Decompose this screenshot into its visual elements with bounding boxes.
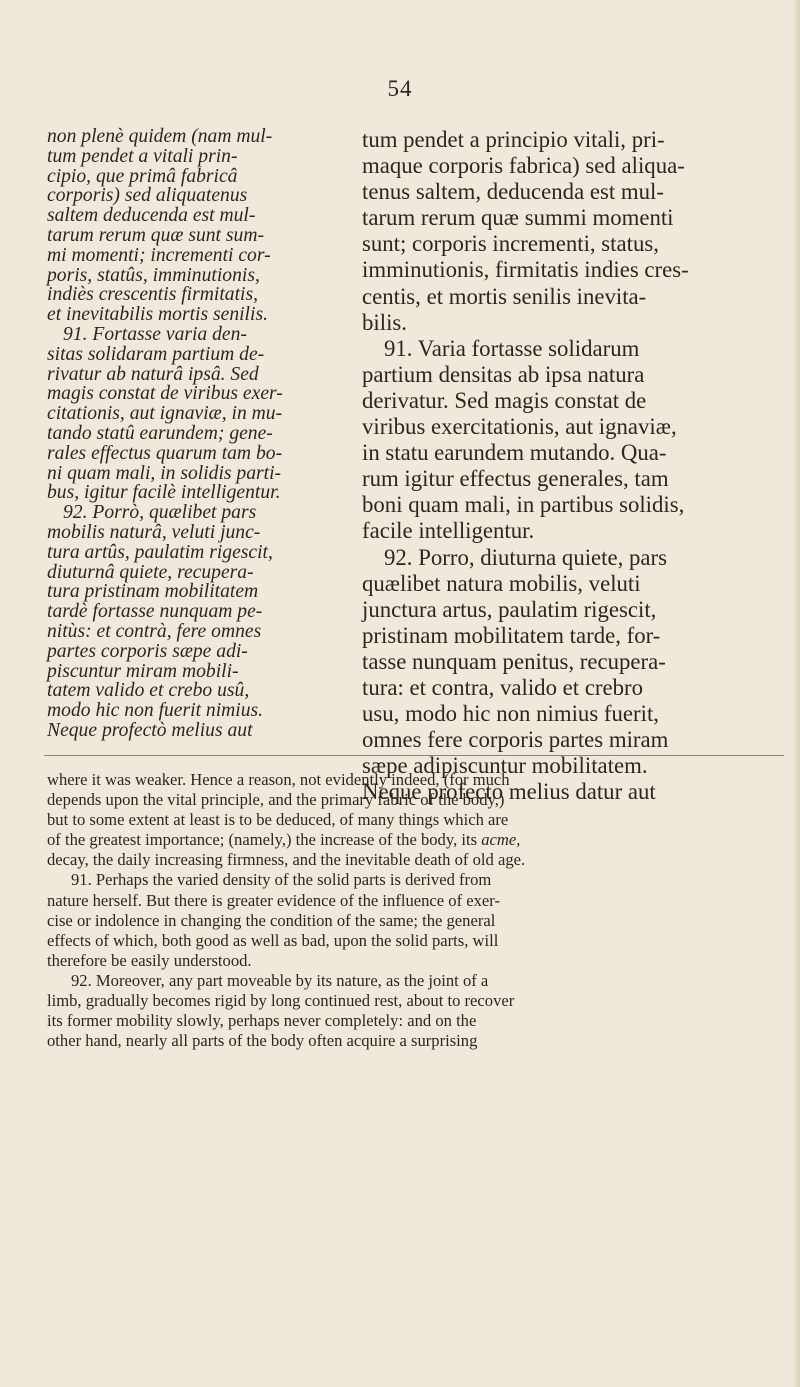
text-line: corporis) sed aliquatenus [47, 185, 248, 207]
text-segment: of the greatest importance; (namely,) the increase of the body, its [47, 830, 482, 850]
text-line: rivatur ab naturâ ipsâ. Sed [47, 363, 259, 385]
text-line: sitas solidaram partium de- [47, 343, 265, 365]
text-line: partium densitas ab ipsa natura [362, 361, 645, 387]
text-line: cipio, que primâ fabricâ [47, 165, 238, 187]
text-line: Neque profectò melius aut [47, 719, 253, 741]
text-line: tardè fortasse nunquam pe- [47, 601, 263, 623]
text-line: pristinam mobilitatem tarde, for- [362, 622, 661, 648]
text-line: partes corporis sæpe adi- [47, 640, 248, 662]
text-line: tatem valido et crebo usû, [47, 680, 250, 702]
text-line: nature herself. But there is greater evidence of the influence of exer- [47, 890, 501, 910]
text-line: where it was weaker. Hence a reason, not evidently indeed, (for much [47, 770, 510, 789]
text-line: rum igitur effectus generales, tam [362, 466, 669, 492]
text-line: but to some extent at least is to be deduced, of many things which are [47, 810, 509, 830]
text-line: tando statû earundem; gene- [47, 422, 273, 444]
text-line: centis, et mortis senilis inevita- [362, 283, 647, 309]
text-line: viribus exercitationis, aut ignaviæ, [362, 414, 677, 440]
italic-word: acme, [481, 830, 521, 850]
text-line: tasse nunquam penitus, recupera- [362, 648, 666, 674]
text-line: boni quam mali, in partibus solidis, [362, 492, 685, 518]
text-line: maque corporis fabrica) sed aliqua- [362, 153, 685, 179]
text-line: its former mobility slowly, perhaps never completely: and on the [47, 1011, 477, 1031]
text-line: 91. Fortasse varia den- [63, 323, 247, 345]
text-line: non plenè quidem (nam mul- [47, 126, 273, 147]
text-line: tum pendet a vitali prin- [47, 145, 238, 167]
text-line: derivatur. Sed magis constat de [362, 387, 647, 413]
text-line: tura pristinam mobilitatem [47, 581, 259, 603]
text-line: imminutionis, firmitatis indies cres- [362, 257, 689, 283]
text-line: indiès crescentis firmitatis, [47, 284, 258, 306]
text-line: cise or indolence in changing the condition of the same; the general [47, 910, 496, 930]
text-line: et inevitabilis mortis senilis. [47, 304, 268, 326]
text-line [47, 830, 787, 850]
text-line: therefore be easily understood. [47, 950, 252, 970]
page-edge [792, 0, 800, 1387]
text-line: mi momenti; incrementi cor- [47, 244, 271, 266]
text-line: other hand, nearly all parts of the body often acquire a surprising [47, 1031, 478, 1051]
text-line: limb, gradually becomes rigid by long continued rest, about to recover [47, 991, 515, 1011]
text-line: bus, igitur facilè intelligentur. [47, 482, 281, 504]
text-line: sunt; corporis incrementi, status, [362, 231, 659, 257]
text-line: decay, the daily increasing firmness, and the inevitable death of old age. [47, 850, 526, 870]
text-line: usu, modo hic non nimius fuerit, [362, 701, 659, 727]
text-line: tum pendet a principio vitali, pri- [362, 127, 665, 152]
text-line: tura artûs, paulatim rigescit, [47, 541, 273, 563]
text-line: rales effectus quarum tam bo- [47, 442, 283, 464]
text-line: bilis. [362, 309, 407, 335]
text-line: 92. Moreover, any part moveable by its nature, as the joint of a [71, 970, 489, 990]
text-line: 91. Varia fortasse solidarum [384, 335, 640, 361]
text-line: quælibet natura mobilis, veluti [362, 570, 641, 596]
text-line: tarum rerum quæ summi momenti [362, 205, 674, 231]
text-line: facile intelligentur. [362, 518, 535, 544]
text-line: 92. Porro, diuturna quiete, pars [384, 544, 668, 570]
text-line: modo hic non fuerit nimius. [47, 700, 264, 722]
page-number: 54 [387, 76, 413, 101]
text-line: omnes fere corporis partes miram [362, 727, 669, 753]
text-line: in statu earundem mutando. Qua- [362, 440, 667, 466]
text-line: depends upon the vital principle, and the primary fabric of the body,) [47, 790, 505, 810]
text-line: citationis, aut ignaviæ, in mu- [47, 403, 283, 425]
text-line: poris, statûs, imminutionis, [47, 264, 260, 286]
text-line: 91. Perhaps the varied density of the solid parts is derived from [71, 870, 492, 890]
english-translation [47, 770, 787, 1051]
text-line: 92. Porrò, quælibet pars [63, 502, 257, 524]
text-line: Neque profecto melius datur aut [362, 779, 656, 805]
latin-text-column [362, 127, 780, 805]
text-line: effects of which, both good as well as bad, upon the solid parts, will [47, 930, 499, 950]
section-divider [44, 755, 784, 756]
text-line: ni quam mali, in solidis parti- [47, 462, 282, 484]
text-line: tarum rerum quæ sunt sum- [47, 224, 264, 246]
latin-commentary-column [47, 127, 347, 741]
text-line: diuturnâ quiete, recupera- [47, 561, 254, 583]
text-line: sæpe adipiscuntur mobilitatem. [362, 753, 648, 779]
text-line: saltem deducenda est mul- [47, 205, 256, 227]
text-line: junctura artus, paulatim rigescit, [362, 596, 657, 622]
text-line: piscuntur miram mobili- [47, 660, 239, 682]
text-line: tenus saltem, deducenda est mul- [362, 179, 664, 205]
text-line: magis constat de viribus exer- [47, 383, 283, 405]
text-line: mobilis naturâ, veluti junc- [47, 521, 261, 543]
text-line: nitùs: et contrà, fere omnes [47, 620, 262, 642]
text-line: tura: et contra, valido et crebro [362, 674, 644, 700]
